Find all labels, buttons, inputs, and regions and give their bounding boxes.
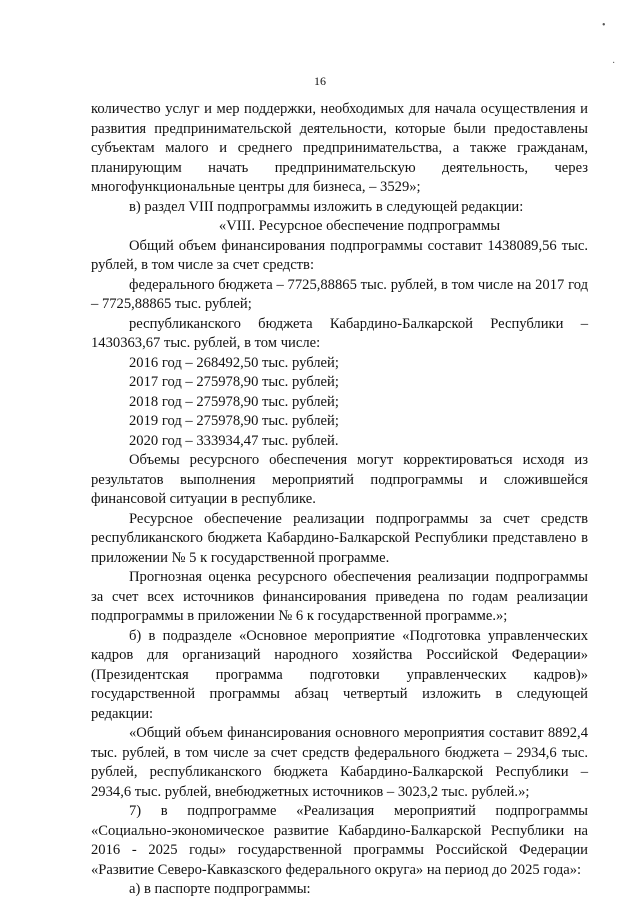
page-number: 16 [314, 74, 326, 88]
scan-speck: • [602, 20, 606, 31]
year-line-2016: 2016 год – 268492,50 тыс. рублей; [129, 354, 339, 371]
paragraph-5: федерального бюджета – 7725,88865 тыс. рублей, в том числе на 2017 год – 7725,88865 тыс. рублей; [91, 276, 588, 312]
paragraph-10: б) в подразделе «Основное мероприятие «Подготовка управленческих кадров для организаций народного хозяйства Российской Федерации» (Президентская программа подготовки управленческих кадров)» государственной программы абзац четвертый изложить в следующей редакции: [91, 627, 588, 722]
section-title: «VIII. Ресурсное обеспечение подпрограммы [218, 218, 501, 234]
paragraph-7: Объемы ресурсного обеспечения могут корректироваться исходя из результатов выполнения мероприятий подпрограммы и сложившейся финансовой ситуации в республике. [91, 452, 588, 507]
paragraph-2: в) раздел VIII подпрограммы изложить в следующей редакции: [129, 198, 524, 215]
year-line-2019: 2019 год – 275978,90 тыс. рублей; [129, 413, 339, 429]
paragraph-13: а) в паспорте подпрограммы: [129, 881, 311, 897]
paragraph-6: республиканского бюджета Кабардино-Балкарской Республики – 1430363,67 тыс. рублей, в том числе: [91, 315, 588, 351]
paragraph-11: «Общий объем финансирования основного мероприятия составит 8892,4 тыс. рублей, в том числе за счет средств федерального бюджета – 2934,6 тыс. рублей, республиканского бюджета Кабардино-Балкарской Республики – 2934,6 тыс. рублей, внебюджетных источников – 3023,2 тыс. рублей.»; [91, 725, 588, 800]
scan-speck: · [612, 58, 616, 69]
paragraph-1: количество услуг и мер поддержки, необходимых для начала осуществления и развития предпринимательской деятельности, которые были предоставлены субъектам малого и среднего предпринимательства, а также гражданам, планирующим начать предпринимательскую деятельность, через многофункциональные центры для бизнеса, – 3529»; [91, 101, 588, 195]
paragraph-4: Общий объем финансирования подпрограммы составит 1438089,56 тыс. рублей, в том числе за счет средств: [91, 237, 588, 273]
year-line-2017: 2017 год – 275978,90 тыс. рублей; [129, 374, 339, 390]
year-line-2018: 2018 год – 275978,90 тыс. рублей; [129, 393, 339, 410]
year-line-2020: 2020 год – 333934,47 тыс. рублей. [129, 432, 339, 449]
document-body [91, 100, 588, 900]
paragraph-9: Прогнозная оценка ресурсного обеспечения реализации подпрограммы за счет всех источников финансирования приведена по годам реализации подпрограммы в приложении № 6 к государственной программе.»; [91, 569, 588, 624]
paragraph-12: 7) в подпрограмме «Реализация мероприятий подпрограммы «Социально-экономическое развитие Кабардино-Балкарской Республики на 2016 - 2025 годы» государственной программы Российской Федерации «Развитие Северо-Кавказского федерального округа» на период до 2025 года»: [91, 803, 588, 878]
paragraph-8: Ресурсное обеспечение реализации подпрограммы за счет средств республиканского бюджета Кабардино-Балкарской Республики представлено в приложении № 5 к государственной программе. [91, 510, 588, 566]
